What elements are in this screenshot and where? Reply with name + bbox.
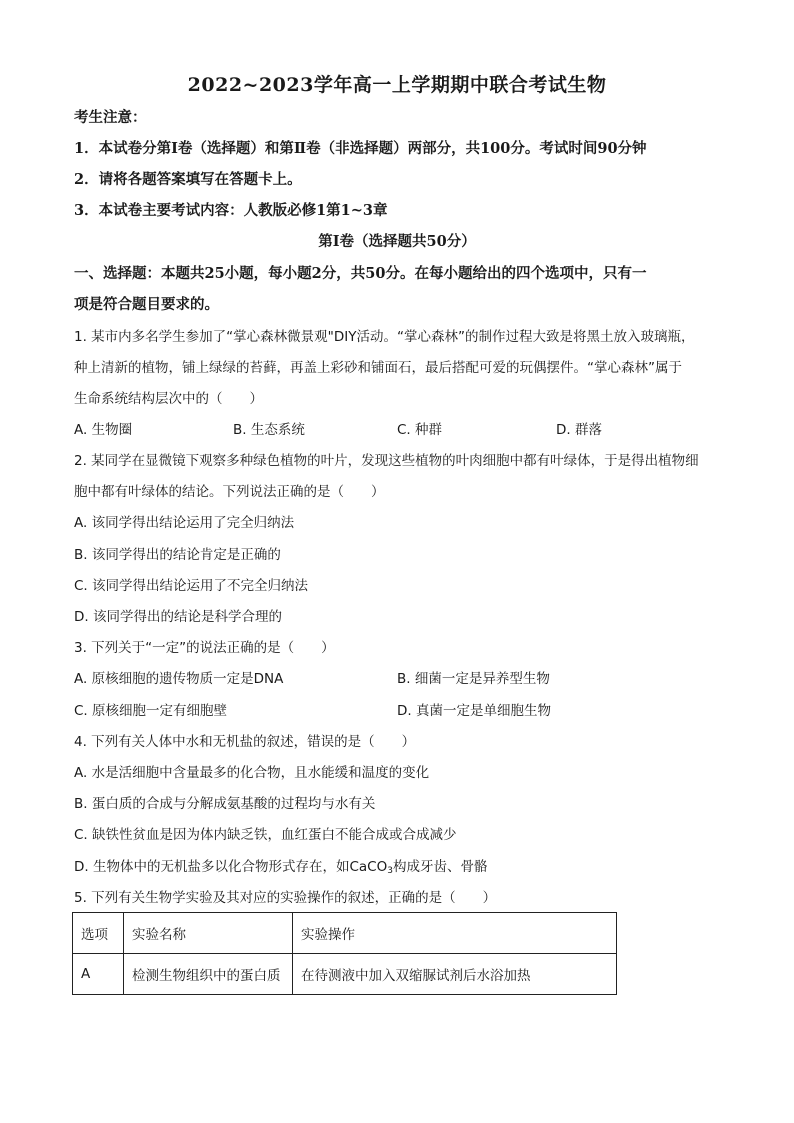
table-header-cell: 实验名称 [124,913,293,954]
table-header-row [73,913,617,954]
q2-option-b: B. 该同学得出的结论肯定是正确的 [74,547,281,563]
q4-option-a: A. 水是活细胞中含量最多的化合物，且水能缓和温度的变化 [74,765,430,781]
section-title: 第Ⅰ卷（选择题共50分） [318,233,476,250]
q4-option-d-prefix: D. 生物体中的无机盐多以化合物形式存在，如CaCO [74,859,388,875]
q5-stem: 5. 下列有关生物学实验及其对应的实验操作的叙述，正确的是（ ） [74,890,497,906]
q2-option-a: A. 该同学得出结论运用了完全归纳法 [74,515,295,531]
q2-stem-line-2: 胞中都有叶绿体的结论。下列说法正确的是（ ） [74,484,385,500]
q3-option-d: D. 真菌一定是单细胞生物 [397,703,551,719]
q4-stem: 4. 下列有关人体中水和无机盐的叙述，错误的是（ ） [74,734,416,750]
q3-stem: 3. 下列关于“一定”的说法正确的是（ ） [74,640,335,656]
q3-option-c: C. 原核细胞一定有细胞壁 [74,703,228,719]
q1-option-c: C. 种群 [397,422,443,438]
exam-title: 2022~2023学年高一上学期期中联合考试生物 [187,74,607,96]
q3-option-b: B. 细菌一定是异养型生物 [397,671,550,687]
table-cell: 在待测液中加入双缩脲试剂后水浴加热 [293,954,617,995]
notice-heading: 考生注意： [74,109,147,126]
q1-stem-line-3: 生命系统结构层次中的（ ） [74,391,263,407]
q1-stem-line-2: 种上清新的植物，铺上绿绿的苔藓，再盖上彩砂和铺面石，最后搭配可爱的玩偶摆件。“掌心森林”属于 [74,360,682,376]
q1-stem-line-1: 1. 某市内多名学生参加了“掌心森林微景观"DIY活动。“掌心森林”的制作过程大致是将黑土放入玻璃瓶， [74,329,695,345]
q4-option-d-subscript: 3 [387,866,393,876]
q1-option-b: B. 生态系统 [233,422,305,438]
table-cell: A [73,954,124,995]
table-header-cell: 选项 [73,913,124,954]
q2-option-d: D. 该同学得出的结论是科学合理的 [74,609,282,625]
q5-experiment-table [72,912,617,995]
notice-item-1: 1．本试卷分第Ⅰ卷（选择题）和第Ⅱ卷（非选择题）两部分，共100分。考试时间90分钟 [74,140,647,157]
q4-option-d [74,857,487,881]
q4-option-b: B. 蛋白质的合成与分解成氨基酸的过程均与水有关 [74,796,376,812]
notice-item-2: 2．请将各题答案填写在答题卡上。 [74,171,302,188]
part-intro-line-1: 一、选择题：本题共25小题，每小题2分，共50分。在每小题给出的四个选项中，只有一 [74,265,647,282]
table-header-cell: 实验操作 [293,913,617,954]
q1-option-d: D. 群落 [556,422,602,438]
table-row [73,954,617,995]
q4-option-c: C. 缺铁性贫血是因为体内缺乏铁，血红蛋白不能合成或合成减少 [74,827,457,843]
q4-option-d-suffix: 构成牙齿、骨骼 [392,859,488,875]
q2-stem-line-1: 2. 某同学在显微镜下观察多种绿色植物的叶片，发现这些植物的叶肉细胞中都有叶绿体，于是得出植物细 [74,453,699,469]
table-cell: 检测生物组织中的蛋白质 [124,954,293,995]
q1-option-a: A. 生物圈 [74,422,133,438]
q2-option-c: C. 该同学得出结论运用了不完全归纳法 [74,578,309,594]
notice-item-3: 3．本试卷主要考试内容：人教版必修1第1~3章 [74,202,388,219]
q3-option-a: A. 原核细胞的遗传物质一定是DNA [74,671,284,687]
part-intro-line-2: 项是符合题目要求的。 [74,296,219,313]
